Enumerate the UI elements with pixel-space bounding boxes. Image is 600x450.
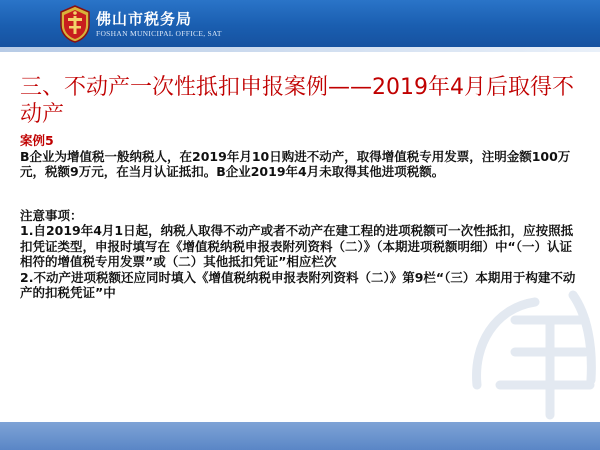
tax-emblem-icon: [58, 5, 92, 43]
header-stripe: [0, 47, 600, 52]
slide-title: 三、不动产一次性抵扣申报案例——2019年4月后取得不动产: [20, 75, 574, 127]
tax-watermark-logo: [455, 290, 600, 420]
case-label: 案例5: [20, 133, 54, 148]
footer-bar: [0, 422, 600, 450]
organization-name-english: FOSHAN MUNICIPAL OFFICE, SAT: [96, 29, 222, 38]
notes-heading: 注意事项：: [20, 207, 83, 223]
note-item-2: 2.不动产进项税额还应同时填入《增值税纳税申报表附列资料（二）》第9栏“（三）本期用于构建不动产的扣税凭证”中: [20, 269, 576, 300]
slide-content: [20, 133, 582, 301]
organization-name: 佛山市税务局: [96, 10, 193, 28]
spacer: [20, 180, 582, 208]
header-bar: [0, 0, 600, 47]
case-description: B企业为增值税一般纳税人，在2019年月10日购进不动产，取得增值税专用发票，注明金额100万元，税额9万元，在当月认证抵扣。B企业2019年4月未取得其他进项税额。: [20, 148, 571, 179]
note-item-1: 1.自2019年4月1日起，纳税人取得不动产或者不动产在建工程的进项税额可一次性抵扣，应按照抵扣凭证类型，申报时填写在《增值税纳税申报表附列资料（二）》（本期进项税额明细）中“（一）认证相符的增值税专用发票”或（二）其他抵扣凭证”相应栏次: [20, 223, 574, 269]
